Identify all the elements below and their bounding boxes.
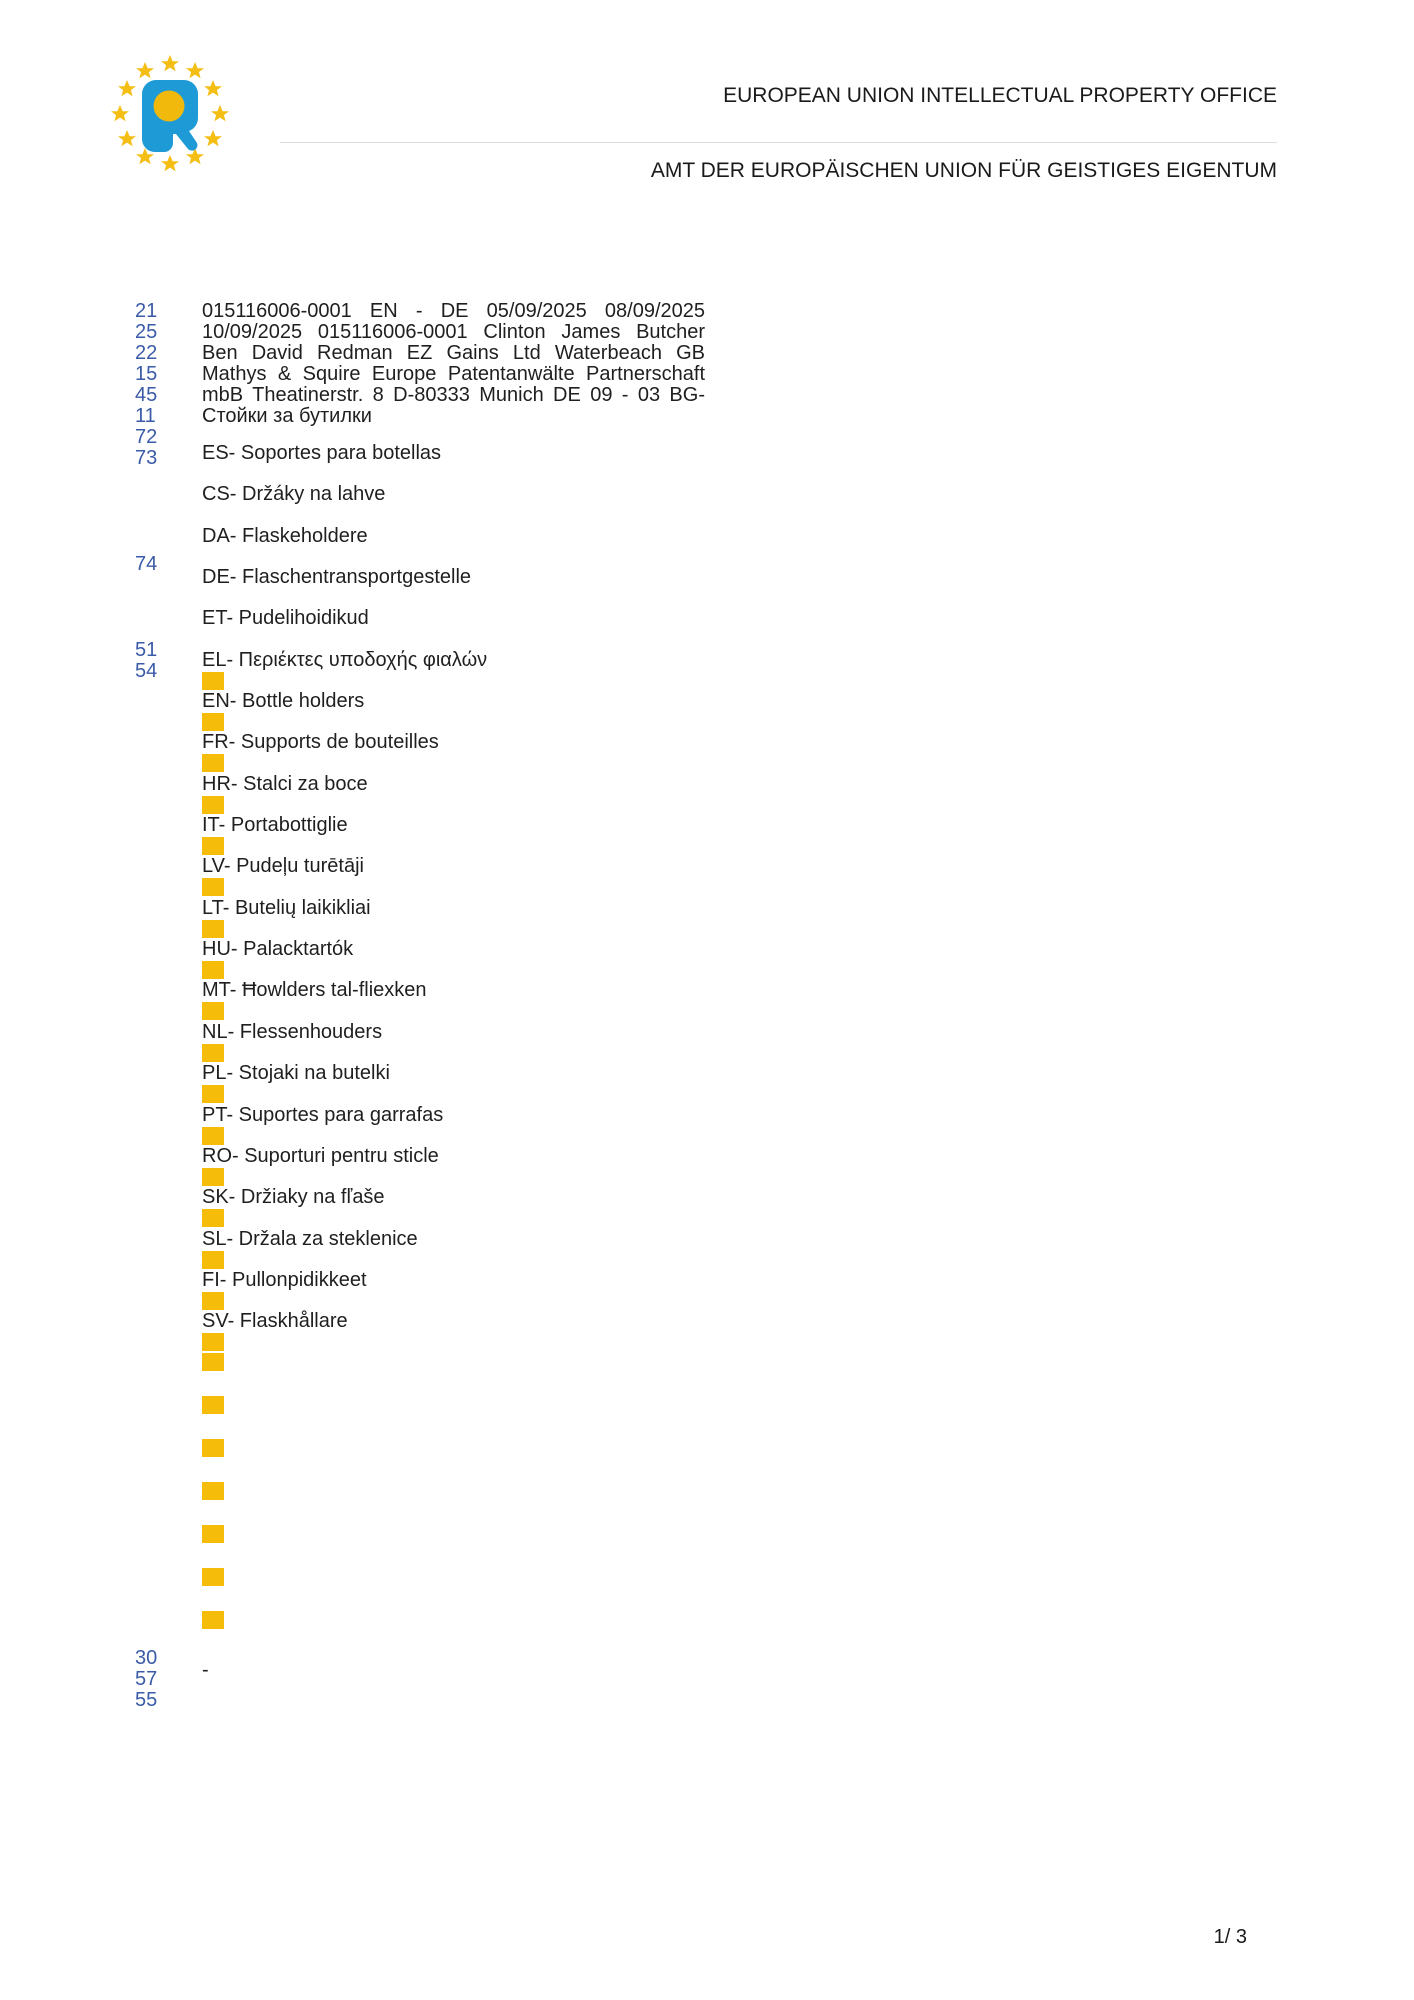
translation-item — [202, 691, 705, 732]
image-placeholder-square — [202, 920, 224, 938]
translation-item — [202, 484, 705, 525]
inid-code: 72 — [135, 426, 158, 448]
translation-label: ET- Pudelihoidikud — [202, 607, 369, 630]
placeholder-square-row — [202, 1353, 705, 1396]
translation-item — [202, 1105, 705, 1146]
image-placeholder-square — [202, 1044, 224, 1062]
image-placeholder-square — [202, 713, 224, 731]
translation-label: DE- Flaschentransportgestelle — [202, 566, 472, 589]
translation-label: CS- Držáky na lahve — [202, 483, 386, 506]
image-placeholder-square — [202, 1002, 224, 1020]
image-placeholder-square — [202, 1333, 224, 1351]
image-placeholder-square — [202, 1085, 224, 1103]
translation-item — [202, 650, 705, 691]
inid-code: 45 — [135, 384, 158, 406]
translation-item — [202, 939, 705, 980]
inid-codes-main — [135, 301, 197, 469]
placeholder-square-row — [202, 1568, 705, 1611]
image-placeholder-square — [202, 1127, 224, 1145]
translation-item — [202, 980, 705, 1021]
image-placeholder-square — [202, 1482, 224, 1500]
inid-code: 22 — [135, 342, 158, 364]
image-placeholder-square — [202, 1251, 224, 1269]
translation-label: RO- Suporturi pentru sticle — [202, 1144, 439, 1167]
office-title-en: EUROPEAN UNION INTELLECTUAL PROPERTY OFFICE — [723, 84, 1277, 107]
translation-label: SL- Držala za steklenice — [202, 1227, 418, 1250]
translation-item — [202, 608, 705, 649]
inid-code: 54 — [135, 660, 158, 682]
inid-code: 21 — [135, 300, 158, 322]
translation-item — [202, 1229, 705, 1270]
image-placeholder-square — [202, 754, 224, 772]
image-placeholder-square — [202, 1396, 224, 1414]
inid-code: 73 — [135, 447, 158, 469]
translation-item — [202, 1270, 705, 1311]
translation-label: DA- Flaskeholdere — [202, 524, 368, 547]
inid-code: 57 — [135, 1668, 158, 1690]
euipo-logo-icon — [100, 52, 240, 182]
translation-item — [202, 1311, 705, 1352]
empty-value-dash: - — [202, 1658, 209, 1681]
translation-label: FR- Supports de bouteilles — [202, 731, 439, 754]
image-placeholder-square — [202, 1439, 224, 1457]
header-divider — [280, 142, 1277, 143]
translation-label: MT- Ħowlders tal-fliexken — [202, 979, 427, 1002]
image-placeholder-square — [202, 1168, 224, 1186]
translation-label: SV- Flaskhållare — [202, 1310, 348, 1333]
inid-code: 74 — [135, 553, 158, 575]
image-placeholder-square — [202, 837, 224, 855]
translation-item — [202, 443, 705, 484]
translation-label: EL- Περιέκτες υποδοχής φιαλών — [202, 648, 488, 671]
inid-code: 55 — [135, 1689, 158, 1711]
placeholder-square-row — [202, 1439, 705, 1482]
image-placeholder-square — [202, 961, 224, 979]
translation-item — [202, 856, 705, 897]
translation-item — [202, 1187, 705, 1228]
image-placeholder-square — [202, 1353, 224, 1371]
translation-label: ES- Soportes para botellas — [202, 442, 442, 464]
translation-item — [202, 898, 705, 939]
image-placeholder-square — [202, 1611, 224, 1629]
image-placeholder-square — [202, 1568, 224, 1586]
record-details-paragraph: 015116006-0001 EN - DE 05/09/2025 08/09/2025 10/09/2025 015116006-0001 Clinton James Butcher Ben David Redman EZ Gains Ltd Waterbeach GB Mathys & Squire Europe Patentanwälte Partnerschaft mbB Theatinerstr. 8 D-80333 Munich DE 09 - 03 BG- Стойки за бутилки — [202, 300, 705, 427]
placeholder-square-row — [202, 1525, 705, 1568]
image-placeholder-square — [202, 796, 224, 814]
record-content — [202, 301, 705, 1681]
translation-label: NL- Flessenhouders — [202, 1020, 383, 1043]
translation-label: IT- Portabottiglie — [202, 814, 348, 837]
inid-codes-bottom — [135, 1648, 197, 1711]
inid-code: 30 — [135, 1647, 158, 1669]
inid-code: 15 — [135, 363, 158, 385]
translation-item — [202, 567, 705, 608]
translation-label: PL- Stojaki na butelki — [202, 1062, 390, 1085]
translation-label: PT- Suportes para garrafas — [202, 1103, 444, 1126]
translation-label: FI- Pullonpidikkeet — [202, 1268, 367, 1291]
placeholder-square-row — [202, 1396, 705, 1439]
translation-item — [202, 1063, 705, 1104]
placeholder-squares-list — [202, 1353, 705, 1654]
translations-list — [202, 443, 705, 1353]
inid-codes-design — [135, 640, 197, 682]
image-placeholder-square — [202, 1525, 224, 1543]
translation-label: SK- Držiaky na fľaše — [202, 1186, 385, 1209]
translation-item — [202, 815, 705, 856]
translation-label: HU- Palacktartók — [202, 938, 354, 961]
translation-label: LT- Butelių laikikliai — [202, 896, 371, 919]
office-title-de: AMT DER EUROPÄISCHEN UNION FÜR GEISTIGES EIGENTUM — [650, 159, 1277, 182]
inid-code: 25 — [135, 321, 158, 343]
translation-item — [202, 526, 705, 567]
translation-label: EN- Bottle holders — [202, 690, 365, 713]
translation-item — [202, 1146, 705, 1187]
translation-item — [202, 732, 705, 773]
page-indicator: 1/ 3 — [1213, 1926, 1247, 1948]
translation-item — [202, 774, 705, 815]
image-placeholder-square — [202, 1292, 224, 1310]
image-placeholder-square — [202, 672, 224, 690]
image-placeholder-square — [202, 1209, 224, 1227]
inid-codes-representative — [135, 554, 197, 575]
image-placeholder-square — [202, 878, 224, 896]
registered-design-r-icon — [142, 80, 198, 152]
inid-code: 51 — [135, 639, 158, 661]
translation-label: LV- Pudeļu turētāji — [202, 855, 364, 878]
translation-item — [202, 1022, 705, 1063]
placeholder-square-row — [202, 1611, 705, 1654]
inid-code: 11 — [135, 405, 156, 427]
translation-label: HR- Stalci za boce — [202, 772, 368, 795]
placeholder-square-row — [202, 1482, 705, 1525]
